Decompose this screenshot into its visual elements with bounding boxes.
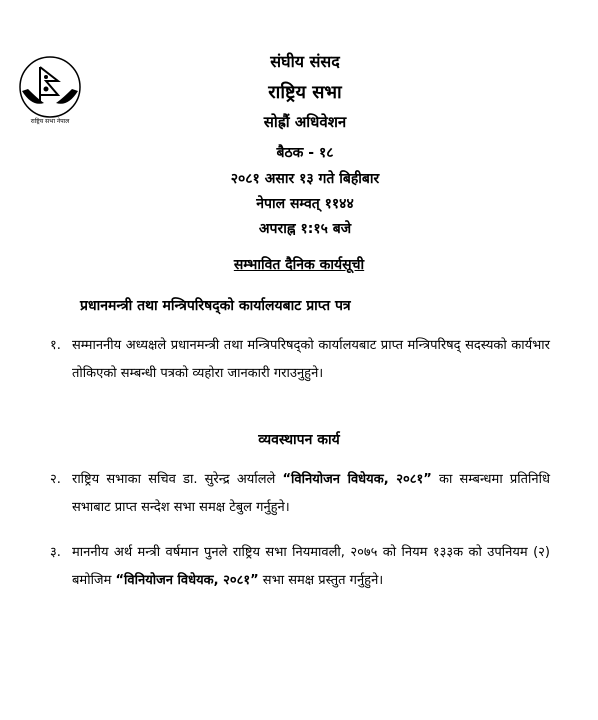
agenda-item-3 — [50, 539, 550, 595]
item-text: राष्ट्रिय सभाका सचिव डा. सुरेन्द्र अर्यालले “विनियोजन विधेयक, २०८१” का सम्बन्धमा प्रतिनिधि सभाबाट प्राप्त सन्देश सभा समक्ष टेबुल गर्नुहुने। — [72, 472, 550, 515]
agenda-item-2 — [50, 466, 550, 522]
national-assembly-logo — [10, 55, 90, 127]
section-heading-legislative: व्यवस्थापन कार्य — [258, 432, 340, 448]
item-number: १. — [50, 338, 61, 353]
item-text: सम्माननीय अध्यक्षले प्रधानमन्त्री तथा मन्त्रिपरिषद्को कार्यालयबाट प्राप्त मन्त्रिपरिषद् सदस्यको कार्यभार तोकिएको सम्बन्धी पत्रको व्यहोरा जानकारी गराउनुहुने। — [72, 338, 550, 381]
nepal-sambat-date: नेपाल सम्वत् ११४४ — [256, 196, 354, 212]
assembly-heading: राष्ट्रिय सभा — [268, 82, 342, 103]
session-heading: सोह्रौं अधिवेशन — [263, 113, 347, 131]
item-text: माननीय अर्थ मन्त्री वर्षमान पुनले राष्ट्रिय सभा नियमावली, २०७५ को नियम १३३क को उपनियम (२) बमोजिम “विनियोजन विधेयक, २०८१” सभा समक्ष प्रस्तुत गर्नुहुने। — [72, 545, 550, 588]
section-heading-pm-office: प्रधानमन्त्री तथा मन्त्रिपरिषद्को कार्यालयबाट प्राप्त पत्र — [80, 298, 351, 314]
agenda-item-1 — [50, 332, 550, 388]
parliament-heading: संघीय संसद — [270, 52, 340, 71]
item-number: ३. — [50, 545, 61, 560]
svg-text:राष्ट्रिय सभा नेपाल: राष्ट्रिय सभा नेपाल — [30, 118, 70, 125]
meeting-time: अपराह्न १:१५ बजे — [258, 221, 352, 237]
item-number: २. — [50, 472, 61, 487]
meeting-date: २०८१ असार १३ गते बिहीबार — [230, 171, 380, 187]
agenda-title: सम्भावित दैनिक कार्यसूची — [233, 257, 365, 273]
bill-name: “विनियोजन विधेयक, २०८१” — [282, 472, 432, 487]
meeting-number: बैठक - १८ — [276, 145, 334, 161]
bill-name: “विनियोजन विधेयक, २०८१” — [115, 573, 259, 588]
